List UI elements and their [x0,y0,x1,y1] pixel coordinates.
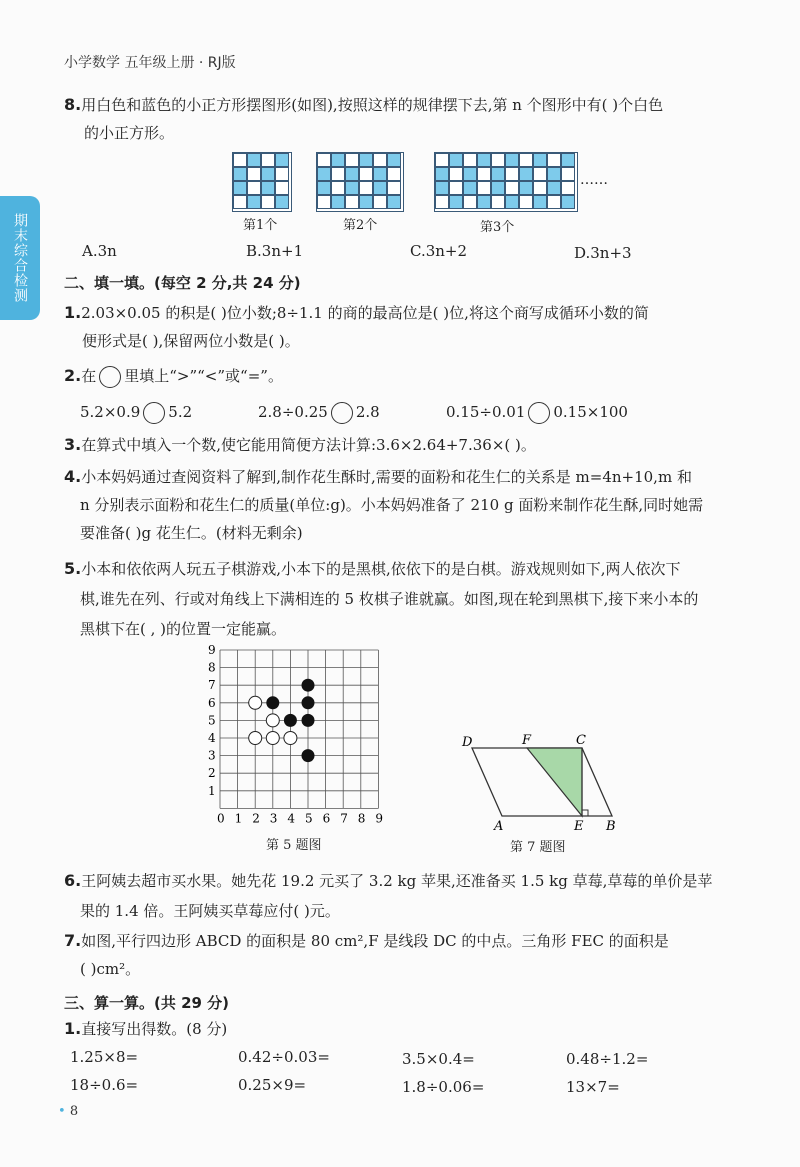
page-number-text: 8 [69,1104,79,1119]
white-stone [266,714,279,727]
pattern-tile [359,167,373,181]
pattern-tile [317,195,331,209]
pattern-tile [345,181,359,195]
pattern-tile [435,153,449,167]
black-stone [302,749,315,762]
label-f: F [522,733,532,748]
fill-1-number: 1. [64,303,82,322]
pattern-tile [547,195,561,209]
fill-3-number: 3. [64,435,82,454]
pattern-tile [547,167,561,181]
page-number [58,1104,78,1119]
pattern-tile [477,153,491,167]
fill-1-line1 [64,304,649,322]
right-angle-mark [582,810,588,816]
pattern-tile [491,195,505,209]
pattern-tile [233,195,247,209]
x-tick-label: 5 [305,811,313,826]
pattern-tile [435,181,449,195]
pattern-tile [463,153,477,167]
parallelogram-figure [458,730,628,836]
fill-6-number: 6. [64,871,82,890]
calc-item: 3.5×0.4= [402,1050,475,1068]
pattern-tile [491,153,505,167]
calc-item: 0.25×9= [238,1076,307,1094]
pattern-tile [491,181,505,195]
pattern-tile [233,153,247,167]
pattern-tile [345,167,359,181]
y-tick-label: 6 [208,695,216,710]
white-stone [249,732,262,745]
q8-number: 8. [64,95,82,114]
fill-1-text-1: 2.03×0.05 的积是( )位小数;8÷1.1 的商的最高位是( )位,将这个商写成循环小数的简 [81,304,649,322]
fill-7-line2: ( )cm²。 [80,960,141,978]
gomoku-board-figure [206,642,396,832]
pattern-tile [247,167,261,181]
pattern-tile [533,153,547,167]
label-b: B [606,819,616,834]
x-tick-label: 7 [340,811,348,826]
page-bullet: • [58,1104,70,1119]
pattern-tile [331,195,345,209]
compare-3-left: 0.15÷0.01 [446,403,526,421]
black-stone [302,679,315,692]
figure-label-2: 第2个 [343,218,378,233]
pattern-tile [359,153,373,167]
pattern-tile [519,181,533,195]
pattern-tile [387,153,401,167]
pattern-tile [317,167,331,181]
fill-1-line2: 便形式是( ),保留两位小数是( )。 [82,332,300,350]
pattern-tile [449,153,463,167]
pattern-figure-3 [434,152,578,212]
pattern-tile [547,181,561,195]
q8-text-1: 用白色和蓝色的小正方形摆图形(如图),按照这样的规律摆下去,第 n 个图形中有( )个白色 [81,96,664,114]
pattern-tile [449,195,463,209]
fig5-caption: 第 5 题图 [266,838,322,853]
pattern-tile [275,195,289,209]
pattern-tile [435,167,449,181]
y-tick-label: 5 [208,713,216,728]
y-tick-label: 9 [208,643,216,657]
fill-2-number: 2. [64,366,82,385]
black-stone [302,714,315,727]
pattern-tile [561,195,575,209]
pattern-tile [331,167,345,181]
white-stone [266,732,279,745]
page-header: 小学数学 五年级上册 · RJ版 [64,55,236,71]
pattern-tile [463,181,477,195]
pattern-tile [533,195,547,209]
option-a: A.3n [82,242,117,260]
fill-2-suffix: 里填上“>”“<”或“=”。 [124,367,283,385]
q8-line1 [64,96,663,114]
pattern-tile [519,167,533,181]
calc-1-number: 1. [64,1019,82,1038]
pattern-tile [359,195,373,209]
pattern-tile [331,181,345,195]
pattern-tile [261,181,275,195]
pattern-tile [387,181,401,195]
fill-6-text-1: 王阿姨去超市买水果。她先花 19.2 元买了 3.2 kg 苹果,还准备买 1.5 kg 草莓,草莓的单价是苹 [81,872,713,890]
label-e: E [574,819,584,834]
x-tick-label: 2 [252,811,260,826]
pattern-figure-1 [232,152,292,212]
pattern-tile [491,167,505,181]
x-tick-label: 3 [269,811,278,826]
fill-4-line2: n 分别表示面粉和花生仁的质量(单位:g)。小本妈妈准备了 210 g 面粉来制作花生酥,同时她需 [80,496,704,514]
black-stone [302,696,315,709]
x-tick-label: 6 [322,811,331,826]
pattern-tile [275,153,289,167]
calc-item: 0.48÷1.2= [566,1050,649,1068]
y-tick-label: 4 [208,731,216,745]
calc-item: 13×7= [566,1078,620,1096]
label-d: D [462,735,473,750]
calc-item: 18÷0.6= [70,1076,139,1094]
compare-item-3 [446,402,628,424]
black-stone [284,714,297,727]
fill-7-line1 [64,932,669,950]
pattern-tile [233,167,247,181]
pattern-tile [463,167,477,181]
fill-4-line3: 要准备( )g 花生仁。(材料无剩余) [80,524,303,542]
fill-7-text-1: 如图,平行四边形 ABCD 的面积是 80 cm²,F 是线段 DC 的中点。三角形 FEC 的面积是 [81,932,669,950]
pattern-tile [477,195,491,209]
fill-3-text: 在算式中填入一个数,使它能用简便方法计算:3.6×2.64+7.36×( )。 [81,436,536,454]
pattern-tile [561,167,575,181]
fill-3 [64,436,536,454]
option-b: B.3n+1 [246,242,304,260]
calc-item: 1.25×8= [70,1048,139,1066]
compare-item-1 [80,402,192,424]
pattern-tile [505,181,519,195]
compare-1-circle[interactable] [143,402,165,424]
pattern-tile [387,195,401,209]
white-stone [249,696,262,709]
compare-3-circle[interactable] [528,402,550,424]
option-c: C.3n+2 [410,242,468,260]
pattern-tile [505,153,519,167]
x-tick-label: 1 [234,811,243,826]
pattern-tile [561,181,575,195]
pattern-tile [275,181,289,195]
pattern-tile [247,181,261,195]
pattern-tile [233,181,247,195]
section-2-title: 二、填一填。(每空 2 分,共 24 分) [64,274,301,292]
pattern-tile [533,181,547,195]
compare-3-right: 0.15×100 [553,403,628,421]
calc-item: 0.42÷0.03= [238,1048,330,1066]
pattern-figure-2 [316,152,404,212]
y-tick-label: 1 [208,783,216,798]
pattern-tile [561,153,575,167]
white-stone [284,732,297,745]
fill-5-line1 [64,560,681,578]
y-tick-label: 3 [208,748,216,763]
calc-1-text: 直接写出得数。(8 分) [81,1020,228,1038]
pattern-tile [449,181,463,195]
fill-6-line1 [64,872,712,890]
pattern-tile [345,195,359,209]
fill-4-text-1: 小本妈妈通过查阅资料了解到,制作花生酥时,需要的面粉和花生仁的关系是 m=4n+10,m 和 [81,468,692,486]
pattern-tile [373,195,387,209]
calc-1 [64,1020,227,1038]
x-tick-label: 9 [375,811,384,826]
pattern-tile [373,153,387,167]
option-d: D.3n+3 [574,244,632,262]
compare-2-left: 2.8÷0.25 [258,403,328,421]
pattern-tile [247,195,261,209]
fill-5-line2: 棋,谁先在列、行或对角线上下满相连的 5 枚棋子谁就赢。如图,现在轮到黑棋下,接下来小本的 [80,590,699,608]
section-3-title: 三、算一算。(共 29 分) [64,994,230,1012]
pattern-tile [317,181,331,195]
fill-5-text-1: 小本和依依两人玩五子棋游戏,小本下的是黑棋,依依下的是白棋。游戏规则如下,两人依次下 [81,560,681,578]
pattern-tile [317,153,331,167]
fill-5-number: 5. [64,559,82,578]
y-tick-label: 7 [208,678,216,693]
pattern-tile [505,195,519,209]
pattern-tile [345,153,359,167]
fill-6-line2: 果的 1.4 倍。王阿姨买草莓应付( )元。 [80,902,340,920]
y-tick-label: 2 [208,766,216,781]
label-a: A [494,819,504,834]
q8-line2: 的小正方形。 [84,124,175,142]
pattern-tile [519,195,533,209]
label-c: C [576,733,586,748]
x-tick-label: 8 [357,811,366,826]
figure-label-3: 第3个 [480,220,515,235]
pattern-tile [373,167,387,181]
compare-circle [99,366,121,388]
pattern-tile [533,167,547,181]
pattern-ellipsis: …… [580,172,608,188]
x-tick-label: 4 [287,811,296,826]
compare-1-right: 5.2 [168,403,193,421]
triangle-fec [527,748,582,816]
calc-item: 1.8÷0.06= [402,1078,485,1096]
pattern-tile [547,153,561,167]
compare-item-2 [258,402,380,424]
pattern-tile [505,167,519,181]
pattern-tile [449,167,463,181]
fill-4-line1 [64,468,692,486]
fill-4-number: 4. [64,467,82,486]
side-tab: 期末综合检测 [0,196,40,320]
compare-2-circle[interactable] [331,402,353,424]
fill-7-number: 7. [64,931,82,950]
pattern-tile [359,181,373,195]
pattern-tile [261,167,275,181]
pattern-tile [247,153,261,167]
y-tick-label: 8 [208,660,216,675]
pattern-tile [435,195,449,209]
pattern-tile [331,153,345,167]
pattern-tile [463,195,477,209]
compare-1-left: 5.2×0.9 [80,403,141,421]
fill-2-prefix: 在 [81,367,97,385]
pattern-tile [261,153,275,167]
pattern-tile [373,181,387,195]
x-tick-label: 0 [217,811,225,826]
pattern-tile [519,153,533,167]
pattern-tile [477,181,491,195]
fill-5-line3: 黑棋下在( , )的位置一定能赢。 [80,620,287,638]
pattern-tile [477,167,491,181]
pattern-tile [261,195,275,209]
pattern-tile [275,167,289,181]
fill-2 [64,366,283,388]
compare-2-right: 2.8 [355,403,380,421]
black-stone [266,696,279,709]
fig7-caption: 第 7 题图 [510,840,566,855]
pattern-tile [387,167,401,181]
figure-label-1: 第1个 [243,218,278,233]
